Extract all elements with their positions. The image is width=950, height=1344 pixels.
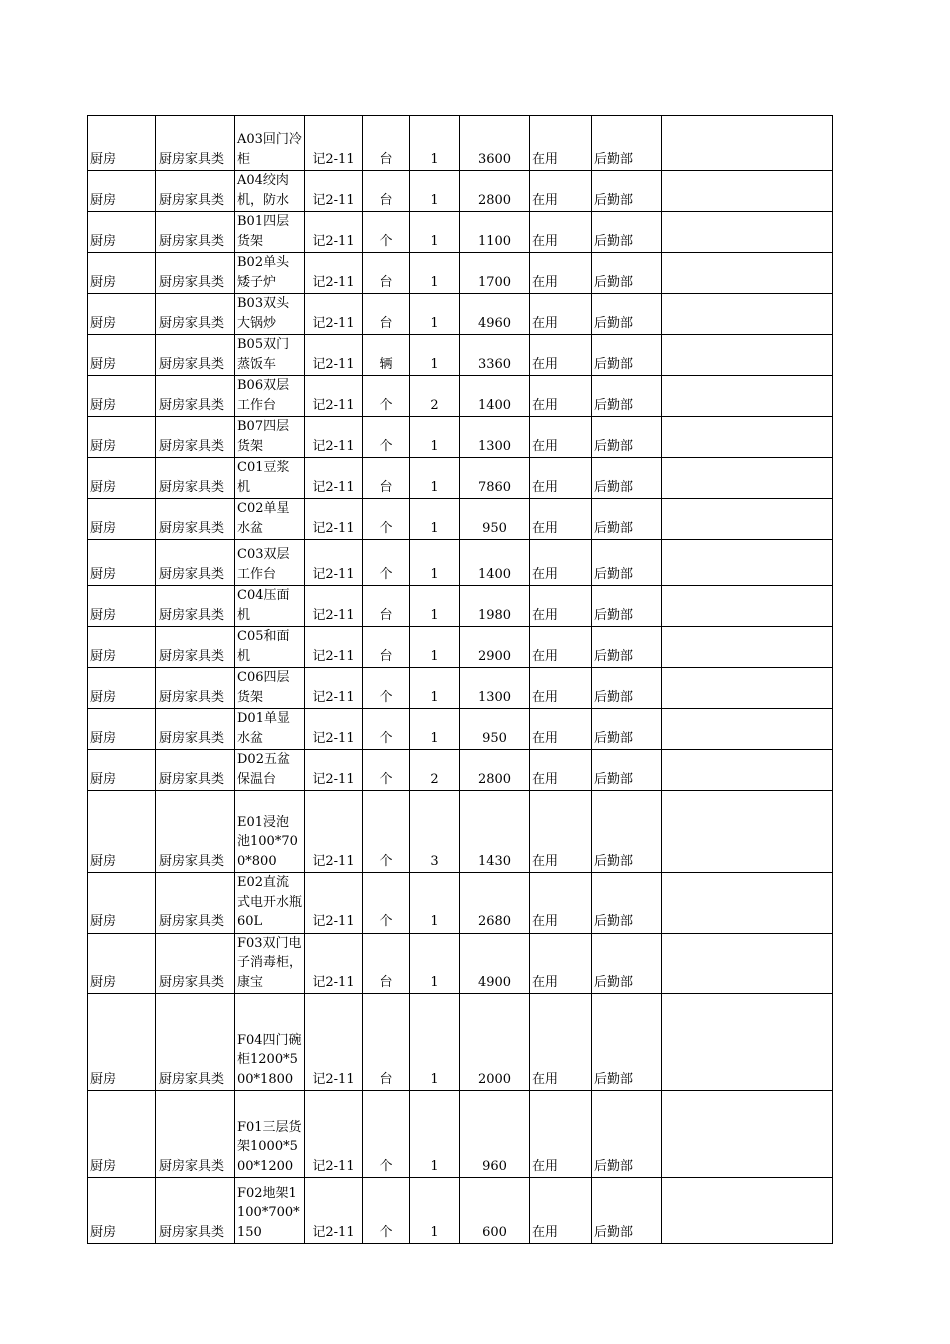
- unit-cell: 个: [363, 499, 410, 540]
- department-cell: 后勤部: [592, 627, 662, 668]
- item-name-cell: B02单头矮子炉: [235, 253, 305, 294]
- amount-cell: 1300: [460, 417, 530, 458]
- status-cell: 在用: [530, 1178, 592, 1244]
- category-cell: 厨房家具类: [156, 212, 235, 253]
- voucher-cell: 记2-11: [305, 116, 363, 171]
- note-cell: [662, 116, 833, 171]
- amount-cell: 2900: [460, 627, 530, 668]
- location-cell: 厨房: [88, 458, 156, 499]
- item-name-cell: C04压面机: [235, 586, 305, 627]
- status-cell: 在用: [530, 116, 592, 171]
- voucher-cell: 记2-11: [305, 709, 363, 750]
- note-cell: [662, 1178, 833, 1244]
- department-cell: 后勤部: [592, 873, 662, 934]
- amount-cell: 1700: [460, 253, 530, 294]
- item-name-cell: F01三层货架1000*500*1200: [235, 1091, 305, 1178]
- department-cell: 后勤部: [592, 253, 662, 294]
- location-cell: 厨房: [88, 791, 156, 873]
- table-row: [88, 994, 833, 1091]
- note-cell: [662, 458, 833, 499]
- table-row: [88, 417, 833, 458]
- amount-cell: 1400: [460, 540, 530, 586]
- unit-cell: 台: [363, 627, 410, 668]
- status-cell: 在用: [530, 709, 592, 750]
- quantity-cell: 1: [410, 586, 460, 627]
- location-cell: 厨房: [88, 376, 156, 417]
- quantity-cell: 1: [410, 294, 460, 335]
- category-cell: 厨房家具类: [156, 540, 235, 586]
- amount-cell: 7860: [460, 458, 530, 499]
- amount-cell: 2680: [460, 873, 530, 934]
- voucher-cell: 记2-11: [305, 376, 363, 417]
- status-cell: 在用: [530, 627, 592, 668]
- item-name-cell: E02直流式电开水瓶60L: [235, 873, 305, 934]
- voucher-cell: 记2-11: [305, 668, 363, 709]
- voucher-cell: 记2-11: [305, 586, 363, 627]
- status-cell: 在用: [530, 253, 592, 294]
- quantity-cell: 1: [410, 499, 460, 540]
- amount-cell: 4900: [460, 933, 530, 994]
- note-cell: [662, 171, 833, 212]
- category-cell: 厨房家具类: [156, 1178, 235, 1244]
- status-cell: 在用: [530, 212, 592, 253]
- unit-cell: 个: [363, 791, 410, 873]
- table-row: [88, 335, 833, 376]
- note-cell: [662, 212, 833, 253]
- item-name-cell: C03双层工作台: [235, 540, 305, 586]
- location-cell: 厨房: [88, 171, 156, 212]
- voucher-cell: 记2-11: [305, 212, 363, 253]
- table-row: [88, 376, 833, 417]
- category-cell: 厨房家具类: [156, 253, 235, 294]
- table-row: [88, 750, 833, 791]
- status-cell: 在用: [530, 994, 592, 1091]
- voucher-cell: 记2-11: [305, 417, 363, 458]
- location-cell: 厨房: [88, 253, 156, 294]
- status-cell: 在用: [530, 458, 592, 499]
- department-cell: 后勤部: [592, 499, 662, 540]
- table-row: [88, 791, 833, 873]
- table-row: [88, 540, 833, 586]
- unit-cell: 台: [363, 586, 410, 627]
- location-cell: 厨房: [88, 586, 156, 627]
- table-row: [88, 586, 833, 627]
- item-name-cell: A04绞肉机，防水: [235, 171, 305, 212]
- status-cell: 在用: [530, 586, 592, 627]
- item-name-cell: D01单显水盆: [235, 709, 305, 750]
- category-cell: 厨房家具类: [156, 586, 235, 627]
- amount-cell: 3360: [460, 335, 530, 376]
- amount-cell: 960: [460, 1091, 530, 1178]
- quantity-cell: 3: [410, 791, 460, 873]
- voucher-cell: 记2-11: [305, 499, 363, 540]
- item-name-cell: C02单星水盆: [235, 499, 305, 540]
- item-name-cell: B01四层货架: [235, 212, 305, 253]
- table-row: [88, 212, 833, 253]
- location-cell: 厨房: [88, 668, 156, 709]
- unit-cell: 个: [363, 376, 410, 417]
- department-cell: 后勤部: [592, 933, 662, 994]
- amount-cell: 1300: [460, 668, 530, 709]
- category-cell: 厨房家具类: [156, 627, 235, 668]
- note-cell: [662, 586, 833, 627]
- note-cell: [662, 933, 833, 994]
- voucher-cell: 记2-11: [305, 253, 363, 294]
- department-cell: 后勤部: [592, 540, 662, 586]
- category-cell: 厨房家具类: [156, 750, 235, 791]
- unit-cell: 个: [363, 1091, 410, 1178]
- status-cell: 在用: [530, 294, 592, 335]
- location-cell: 厨房: [88, 750, 156, 791]
- unit-cell: 台: [363, 171, 410, 212]
- voucher-cell: 记2-11: [305, 750, 363, 791]
- voucher-cell: 记2-11: [305, 335, 363, 376]
- quantity-cell: 1: [410, 417, 460, 458]
- voucher-cell: 记2-11: [305, 540, 363, 586]
- department-cell: 后勤部: [592, 417, 662, 458]
- table-row: [88, 116, 833, 171]
- department-cell: 后勤部: [592, 994, 662, 1091]
- quantity-cell: 1: [410, 627, 460, 668]
- status-cell: 在用: [530, 499, 592, 540]
- note-cell: [662, 417, 833, 458]
- amount-cell: 2800: [460, 750, 530, 791]
- location-cell: 厨房: [88, 1091, 156, 1178]
- item-name-cell: F03双门电子消毒柜，康宝: [235, 933, 305, 994]
- table-row: [88, 458, 833, 499]
- voucher-cell: 记2-11: [305, 171, 363, 212]
- amount-cell: 1100: [460, 212, 530, 253]
- item-name-cell: B07四层货架: [235, 417, 305, 458]
- note-cell: [662, 540, 833, 586]
- unit-cell: 台: [363, 994, 410, 1091]
- item-name-cell: E01浸泡池100*700*800: [235, 791, 305, 873]
- voucher-cell: 记2-11: [305, 294, 363, 335]
- unit-cell: 台: [363, 253, 410, 294]
- quantity-cell: 1: [410, 933, 460, 994]
- voucher-cell: 记2-11: [305, 627, 363, 668]
- unit-cell: 台: [363, 294, 410, 335]
- location-cell: 厨房: [88, 540, 156, 586]
- category-cell: 厨房家具类: [156, 417, 235, 458]
- category-cell: 厨房家具类: [156, 376, 235, 417]
- amount-cell: 1400: [460, 376, 530, 417]
- location-cell: 厨房: [88, 627, 156, 668]
- department-cell: 后勤部: [592, 171, 662, 212]
- status-cell: 在用: [530, 873, 592, 934]
- category-cell: 厨房家具类: [156, 499, 235, 540]
- status-cell: 在用: [530, 335, 592, 376]
- note-cell: [662, 499, 833, 540]
- note-cell: [662, 791, 833, 873]
- department-cell: 后勤部: [592, 212, 662, 253]
- voucher-cell: 记2-11: [305, 458, 363, 499]
- note-cell: [662, 253, 833, 294]
- amount-cell: 950: [460, 709, 530, 750]
- amount-cell: 1980: [460, 586, 530, 627]
- quantity-cell: 2: [410, 376, 460, 417]
- item-name-cell: F02地架1100*700*150: [235, 1178, 305, 1244]
- department-cell: 后勤部: [592, 709, 662, 750]
- status-cell: 在用: [530, 171, 592, 212]
- department-cell: 后勤部: [592, 335, 662, 376]
- quantity-cell: 1: [410, 212, 460, 253]
- category-cell: 厨房家具类: [156, 116, 235, 171]
- category-cell: 厨房家具类: [156, 1091, 235, 1178]
- table-row: [88, 294, 833, 335]
- note-cell: [662, 668, 833, 709]
- location-cell: 厨房: [88, 994, 156, 1091]
- status-cell: 在用: [530, 540, 592, 586]
- table-row: [88, 668, 833, 709]
- table-row: [88, 709, 833, 750]
- amount-cell: 3600: [460, 116, 530, 171]
- quantity-cell: 1: [410, 1178, 460, 1244]
- location-cell: 厨房: [88, 933, 156, 994]
- status-cell: 在用: [530, 791, 592, 873]
- table-row: [88, 873, 833, 934]
- item-name-cell: A03回门冷柜: [235, 116, 305, 171]
- location-cell: 厨房: [88, 873, 156, 934]
- location-cell: 厨房: [88, 709, 156, 750]
- item-name-cell: C06四层货架: [235, 668, 305, 709]
- quantity-cell: 2: [410, 750, 460, 791]
- voucher-cell: 记2-11: [305, 873, 363, 934]
- category-cell: 厨房家具类: [156, 933, 235, 994]
- unit-cell: 个: [363, 668, 410, 709]
- department-cell: 后勤部: [592, 791, 662, 873]
- unit-cell: 个: [363, 212, 410, 253]
- quantity-cell: 1: [410, 668, 460, 709]
- department-cell: 后勤部: [592, 294, 662, 335]
- category-cell: 厨房家具类: [156, 294, 235, 335]
- amount-cell: 2800: [460, 171, 530, 212]
- unit-cell: 个: [363, 750, 410, 791]
- quantity-cell: 1: [410, 873, 460, 934]
- amount-cell: 2000: [460, 994, 530, 1091]
- item-name-cell: F04四门碗柜1200*500*1800: [235, 994, 305, 1091]
- unit-cell: 台: [363, 933, 410, 994]
- voucher-cell: 记2-11: [305, 791, 363, 873]
- table-row: [88, 171, 833, 212]
- category-cell: 厨房家具类: [156, 994, 235, 1091]
- status-cell: 在用: [530, 417, 592, 458]
- department-cell: 后勤部: [592, 1091, 662, 1178]
- table-row: [88, 1091, 833, 1178]
- note-cell: [662, 1091, 833, 1178]
- category-cell: 厨房家具类: [156, 873, 235, 934]
- category-cell: 厨房家具类: [156, 791, 235, 873]
- note-cell: [662, 294, 833, 335]
- item-name-cell: C01豆浆机: [235, 458, 305, 499]
- item-name-cell: B03双头大锅炒: [235, 294, 305, 335]
- department-cell: 后勤部: [592, 376, 662, 417]
- unit-cell: 台: [363, 458, 410, 499]
- location-cell: 厨房: [88, 116, 156, 171]
- unit-cell: 个: [363, 709, 410, 750]
- department-cell: 后勤部: [592, 750, 662, 791]
- unit-cell: 辆: [363, 335, 410, 376]
- table-row: [88, 253, 833, 294]
- quantity-cell: 1: [410, 540, 460, 586]
- category-cell: 厨房家具类: [156, 668, 235, 709]
- department-cell: 后勤部: [592, 1178, 662, 1244]
- quantity-cell: 1: [410, 171, 460, 212]
- amount-cell: 1430: [460, 791, 530, 873]
- note-cell: [662, 709, 833, 750]
- status-cell: 在用: [530, 668, 592, 709]
- category-cell: 厨房家具类: [156, 709, 235, 750]
- asset-table: [87, 115, 833, 1244]
- location-cell: 厨房: [88, 335, 156, 376]
- location-cell: 厨房: [88, 212, 156, 253]
- category-cell: 厨房家具类: [156, 458, 235, 499]
- quantity-cell: 1: [410, 335, 460, 376]
- quantity-cell: 1: [410, 116, 460, 171]
- item-name-cell: B05双门蒸饭车: [235, 335, 305, 376]
- location-cell: 厨房: [88, 417, 156, 458]
- table-row: [88, 499, 833, 540]
- unit-cell: 台: [363, 116, 410, 171]
- location-cell: 厨房: [88, 499, 156, 540]
- note-cell: [662, 335, 833, 376]
- quantity-cell: 1: [410, 253, 460, 294]
- item-name-cell: C05和面机: [235, 627, 305, 668]
- department-cell: 后勤部: [592, 458, 662, 499]
- status-cell: 在用: [530, 376, 592, 417]
- table-row: [88, 627, 833, 668]
- status-cell: 在用: [530, 750, 592, 791]
- note-cell: [662, 994, 833, 1091]
- note-cell: [662, 376, 833, 417]
- quantity-cell: 1: [410, 1091, 460, 1178]
- asset-table-body: [88, 116, 833, 1244]
- category-cell: 厨房家具类: [156, 335, 235, 376]
- location-cell: 厨房: [88, 1178, 156, 1244]
- location-cell: 厨房: [88, 294, 156, 335]
- voucher-cell: 记2-11: [305, 994, 363, 1091]
- quantity-cell: 1: [410, 994, 460, 1091]
- voucher-cell: 记2-11: [305, 1178, 363, 1244]
- status-cell: 在用: [530, 933, 592, 994]
- item-name-cell: D02五盆保温台: [235, 750, 305, 791]
- note-cell: [662, 750, 833, 791]
- unit-cell: 个: [363, 417, 410, 458]
- unit-cell: 个: [363, 540, 410, 586]
- table-row: [88, 1178, 833, 1244]
- department-cell: 后勤部: [592, 586, 662, 627]
- unit-cell: 个: [363, 1178, 410, 1244]
- voucher-cell: 记2-11: [305, 933, 363, 994]
- quantity-cell: 1: [410, 458, 460, 499]
- voucher-cell: 记2-11: [305, 1091, 363, 1178]
- status-cell: 在用: [530, 1091, 592, 1178]
- category-cell: 厨房家具类: [156, 171, 235, 212]
- unit-cell: 个: [363, 873, 410, 934]
- amount-cell: 600: [460, 1178, 530, 1244]
- item-name-cell: B06双层工作台: [235, 376, 305, 417]
- department-cell: 后勤部: [592, 116, 662, 171]
- amount-cell: 950: [460, 499, 530, 540]
- table-row: [88, 933, 833, 994]
- amount-cell: 4960: [460, 294, 530, 335]
- note-cell: [662, 873, 833, 934]
- quantity-cell: 1: [410, 709, 460, 750]
- note-cell: [662, 627, 833, 668]
- department-cell: 后勤部: [592, 668, 662, 709]
